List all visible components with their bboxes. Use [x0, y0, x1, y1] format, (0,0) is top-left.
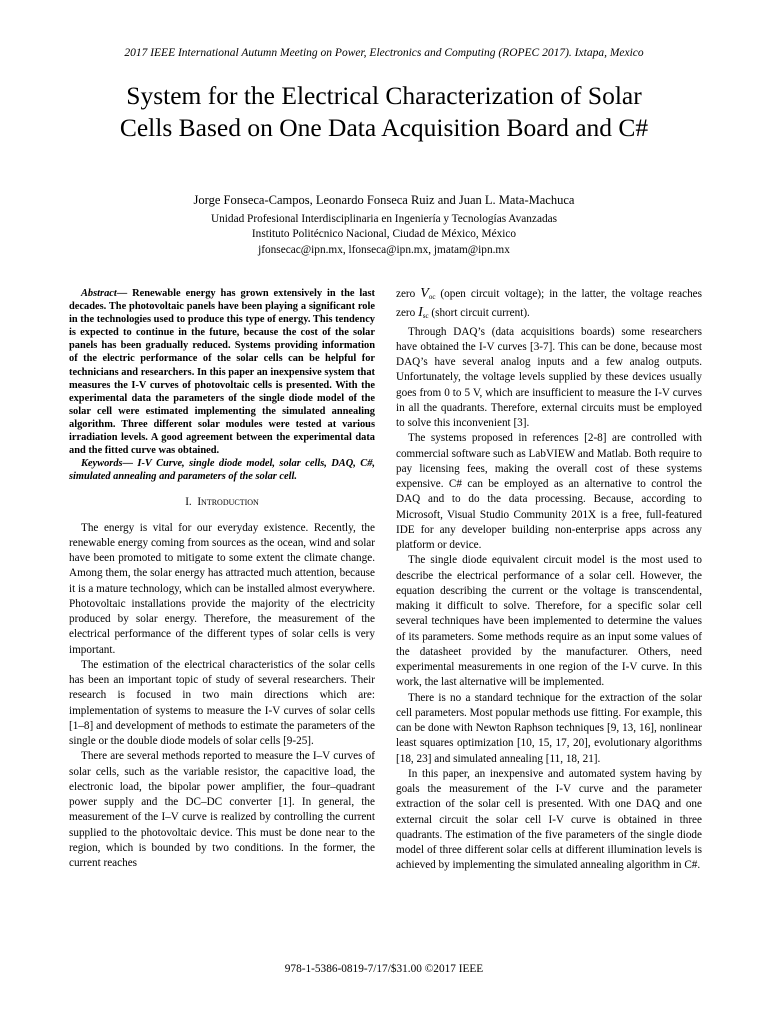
abstract-label: Abstract — [81, 288, 117, 299]
continued-paragraph — [396, 286, 702, 325]
text-run: (short circuit current). — [428, 307, 530, 320]
abstract-text: — Renewable energy has grown extensively in the last decades. The photovoltaic panels have been playing a significant role in the technologies used to produce this type of energy. This tendency is expected to continue in the future, because the cost of the solar panels has been gradually reduced. Systems providing information of the electric performance of the solar cells can be helpful for technicians and researchers. In this paper an inexpensive system that measures the I-V curves of photovoltaic cells is presented. With the experimental data the parameters of the single diode model of the solar cell were estimated implementing the simulated annealing algorithm. Three different solar modules were tested at various irradiation levels. A good agreement between the experimental data and the fitted curve was obtained. — [69, 288, 375, 457]
conference-header: 2017 IEEE International Autumn Meeting on Power, Electronics and Computing (ROPEC 2017). Ixtapa, Mexico — [124, 47, 644, 59]
title-line-2: Cells Based on One Data Acquisition Board and C# — [119, 113, 649, 142]
right-column — [396, 286, 702, 874]
keywords-text: — I-V Curve, single diode model, solar cells, DAQ, C#, simulated annealing and parameters of the solar cell. — [69, 458, 375, 483]
section-heading-introduction — [69, 495, 375, 510]
right-paragraph-2: The systems proposed in references [2-8] are controlled with commercial software such as LabVIEW and Matlab. Both require to pay licensing fees, making the overall cost of these systems expensive. C# can be employed as an alternative to control the DAQ and to do the data processing. Because, according to Microsoft, Visual Studio Community 201X is a free, full-featured IDE for any developer building non-enterprise apps across any platform or device. — [396, 432, 702, 551]
copyright-footer: 978-1-5386-0819-7/17/$31.00 ©2017 IEEE — [284, 963, 484, 975]
affiliation-line-2: Instituto Politécnico Nacional, Ciudad de México, México — [251, 228, 517, 241]
right-paragraph-1: Through DAQ’s (data acquisitions boards) some researchers have obtained the I-V curves [3-7]. This can be done, because most DAQ’s have several analog inputs and a few analog outputs. Unfortunately, the voltage levels supplied by these devices usually goes from 0 to 5 V, which are insufficient to measure the I-V curves in all the quadrants. Therefore, external circuits must be employed to solve this inconvenient [3]. — [396, 325, 702, 429]
abstract — [69, 287, 375, 457]
keywords-label: Keywords — [81, 458, 123, 470]
affiliation — [20, 212, 748, 258]
keywords — [69, 457, 375, 483]
voc-symbol: V — [420, 286, 429, 301]
intro-paragraph-1: The energy is vital for our everyday existence. Recently, the renewable energy coming from sources as the ocean, wind and solar have been promoted to mitigate to some extent the climate change. Among them, the solar energy has attracted much attention, because it is a mature technology, which can be installed almost everywhere. Photovoltaic installations provide the majority of the electricity produced by solar energy. Therefore, the measurement of the electrical performance of the different types of solar cells is very important. — [69, 521, 375, 656]
text-run: (open circuit voltage); in the latter, the voltage reaches zero — [396, 288, 702, 320]
author-emails: jfonsecac@ipn.mx, lfonseca@ipn.mx, jmatam@ipn.mx — [258, 243, 510, 256]
voc-subscript: oc — [428, 293, 436, 301]
section-title: Introduction — [197, 496, 259, 509]
isc-symbol: I — [418, 305, 423, 321]
paper-title — [40, 80, 728, 144]
authors: Jorge Fonseca-Campos, Leonardo Fonseca Ruiz and Juan L. Mata-Machuca — [193, 193, 575, 207]
intro-paragraph-3: There are several methods reported to measure the I–V curves of solar cells, such as the variable resistor, the capacitive load, the electronic load, the bipolar power amplifier, the four–quadrant power supply and the DC–DC converter [1]. In general, the measurement of the I–V curve is realized by controlling the current supplied to the photovoltaic device. This must be done near to the region, which is bounded by two conditions. In the former, the current reaches — [69, 750, 375, 870]
affiliation-line-1: Unidad Profesional Interdisciplinaria en Ingeniería y Tecnologías Avanzadas — [210, 213, 558, 225]
intro-paragraph-2: The estimation of the electrical characteristics of the solar cells has been an important topic of study of several researchers. Their research is focused in two main directions which are: implementation of systems to measure the I-V curves of solar cells [1–8] and development of methods to estimate the parameters of the single or the double diode models of solar cells [9-25]. — [69, 658, 375, 748]
isc-subscript: sc — [422, 312, 429, 321]
right-paragraph-3: The single diode equivalent circuit model is the most used to describe the electrical performance of a solar cell. However, the equation describing the current or the voltage is transcendental, making it difficult to solve. Therefore, for a specific solar cell several techniques have been implemented to determine the values of its parameters. Some methods require as an input some values of the datasheet provided by the manufacturer. Others, need experimental measurements in one region of the I-V curve. In this work, the last alternative will be implemented. — [396, 554, 702, 689]
left-column — [69, 287, 375, 871]
right-paragraph-4: There is no a standard technique for the extraction of the solar cell parameters. Most popular methods use fitting. For example, this can be done with Newton Raphson techniques [9, 13, 16], nonlinear least squares optimization [10, 15, 17, 20], evolutionary algorithms [18, 23] and simulated annealing [11, 18, 21]. — [396, 691, 702, 765]
right-paragraph-5: In this paper, an inexpensive and automated system having by goals the measurement of the I-V curve and the parameter extraction of the solar cell is presented. With one DAQ and one external circuit the solar cell I-V curve is obtained in three quadrants. The estimation of the five parameters of the single diode model of three different solar cells at different illumination levels is achieved by implementing the simulated annealing algorithm in C#. — [396, 767, 702, 872]
section-number: I. — [185, 496, 192, 509]
title-line-1: System for the Electrical Characterization of Solar — [126, 81, 642, 110]
text-run: zero — [396, 288, 421, 300]
